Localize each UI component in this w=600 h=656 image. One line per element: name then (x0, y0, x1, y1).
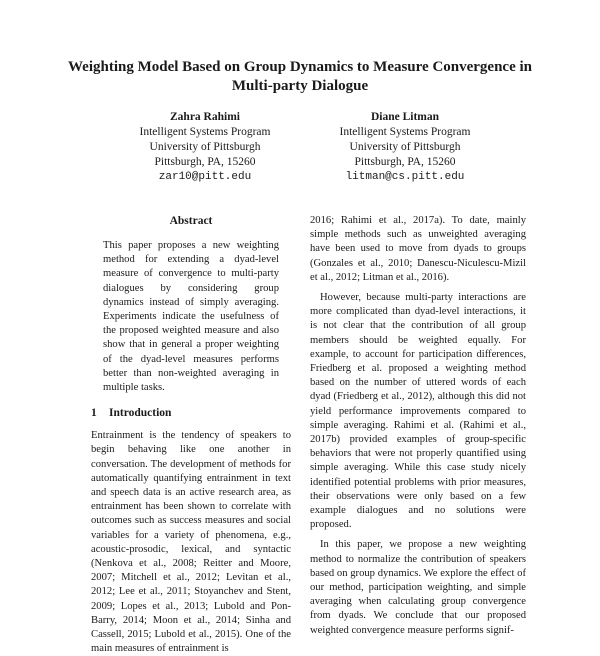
author-name: Diane Litman (370, 111, 440, 123)
body-paragraph: 2016; Rahimi et al., 2017a). To date, mainly simple methods such as unweighted averaging have been used to move from dyads to groups (Gonzales et al., 2010; Danescu-Niculescu-Mizil et al., 2012; Litman et al., 2016). (310, 215, 526, 283)
left-column (91, 214, 291, 656)
author-block (305, 110, 505, 185)
body-paragraph: However, because multi-party interactions are more complicated than dyad-level interactions, it is not clear that the contribution of all group members should be weighted equally. For example, to account for participation differences, Friedberg et al. proposed a weighting method based on the number of uttered words of each dyad (Friedberg et al., 2012), although this did not yield performance improvements compared to simple averaging. Rahimi et al. (Rahimi et al., 2017b) provided examples of group-specific behaviors that were not properly quantified using simple averaging. While this case study nicely identified potential problems with prior measures, their observations were only based on a few example dialogues and no solutions were proposed. (310, 292, 526, 531)
author-university: University of Pittsburgh (149, 141, 261, 153)
right-column (310, 214, 526, 638)
author-affiliation: Intelligent Systems Program (339, 126, 471, 138)
author-location: Pittsburgh, PA, 15260 (154, 156, 256, 168)
author-email[interactable]: litman@cs.pitt.edu (345, 171, 465, 183)
abstract-heading: Abstract (169, 215, 213, 227)
author-email[interactable]: zar10@pitt.edu (158, 171, 252, 183)
section-heading (91, 406, 291, 421)
author-name: Zahra Rahimi (170, 111, 240, 123)
body-paragraph: In this paper, we propose a new weighting method to normalize the contribution of speakers based on group dynamics. We explore the effect of our method, participation weighting, and simple averaging when calculating group convergence from dyads. We conclude that our proposed weighted convergence measure performs signif- (310, 539, 526, 636)
section-number: 1 (91, 407, 97, 420)
section-title: Introduction (109, 407, 172, 420)
author-location: Pittsburgh, PA, 15260 (354, 156, 456, 168)
abstract-text: This paper proposes a new weighting method for extending a dyad-level measure of convergence to multi-party dialogues by considering group dynamics instead of simply averaging. Experiments indicate the usefulness of the proposed weighted measure and also show that in general a proper weighting of the dyad-level measures performs better than non-weighted averaging in multiple tasks. (103, 240, 279, 394)
author-affiliation: Intelligent Systems Program (139, 126, 271, 138)
author-block (105, 110, 305, 185)
introduction-paragraph: Entrainment is the tendency of speakers to begin behaving like one another in conversation. The development of methods for automatically quantifying entrainment in text and speech data is an active research area, as entrainment has been shown to correlate with outcomes such as success measures and social variables for a variety of phenomena, e.g., acoustic-prosodic, lexical, and syntactic (Nenkova et al., 2008; Reitter and Moore, 2007; Mitchell et al., 2012; Levitan et al., 2012; Lee et al., 2011; Stoyanchev and Stent, 2009; Lopes et al., 2013; Lubold and Pon-Barry, 2014; Moon et al., 2014; Sinha and Cassell, 2015; Lubold et al., 2015). One of the main measures of entrainment is (91, 430, 291, 655)
paper-title: Weighting Model Based on Group Dynamics to Measure Convergence in Multi-party Dialogue (67, 59, 533, 94)
author-university: University of Pittsburgh (349, 141, 461, 153)
